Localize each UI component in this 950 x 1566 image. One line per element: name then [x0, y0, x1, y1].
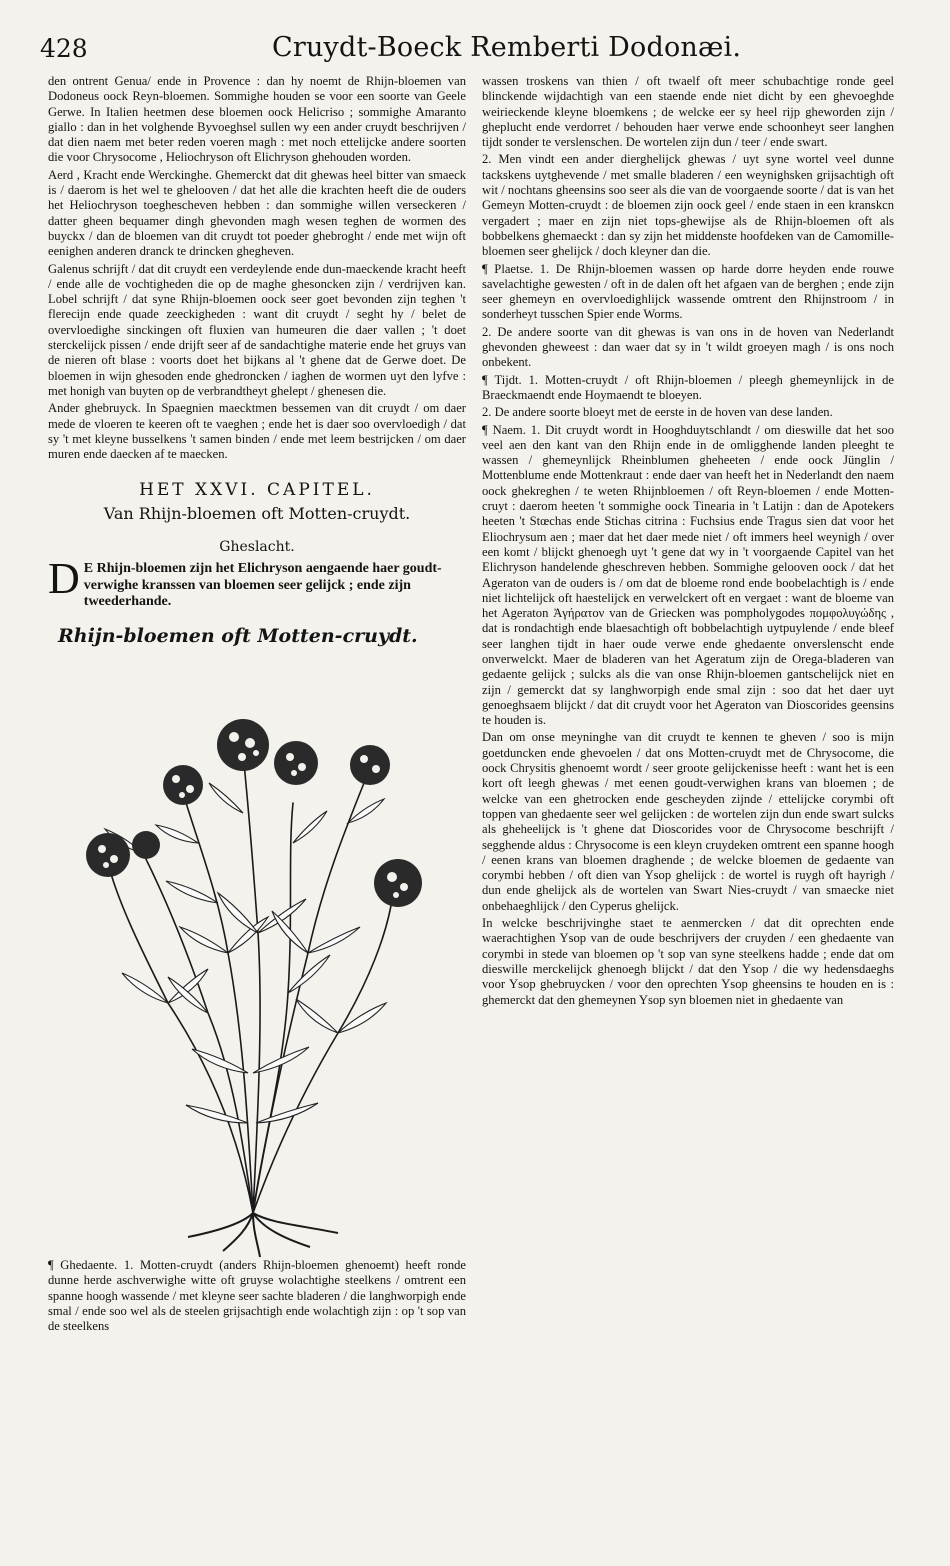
paragraph-meyninghe: Dan om onse meyninghe van dit cruydt te kennen te gheven / soo is mijn goetduncken ende ghevoelen / dat ons Motten-cruydt met de Chrysocome, die oock Chrysitis ghenoemt wordt / seer groote gelijckenisse heeft : want het is een kort oft leegh ghewas / met eenen goudt-verwighen krans van bloemen ; de welcke van een ghetrocken ende gescheyden zijnde / ettelijcke corymbi oft toppen van ghedaente seer wel gelijcken : de wortelen zijn dun ende swart sulcks als gheheelijck is 't ghene dat Dioscorides voor de Chrysocome beschrijft / segghende aldus : Chrysocome is een kleyn cruydeken omtrent een spanne hoogh / eenen krans van bloemen draghende ; de welcke bloemen de gedaente van corymbi hebben / oft dien van Ysop ghelijck : de wortel is ruygh oft hayrigh / dun ende ghelijck als de wortelen van Swart Nies-cruydt / van smaecke niet onbehaeghlijck / den Cyperus ghelijck.: [482, 730, 894, 913]
paragraph-beschrijvinghe: In welcke beschrijvinghe staet te aenmercken / dat dit oprechten ende waerachtighen Ysop van de oude beschrijvers der cruyden / een ghedaente van corymbi in stede van bloemen op 't sop van syne steelkens hadde ; ende dat om dieswille merckelijck ghenoegh blijckt / dat den Ysop / die wy hedensdaeghs voor Ysop ghebruycken / voor den oprechten Ysop gheensins te houden en is : ghemerckt dat den ghemeynen Ysop syn bloemen niet in ghedaente van: [482, 916, 894, 1007]
paragraph-ander-ghebruyck: Ander ghebruyck. In Spaegnien maecktmen bessemen van dit cruydt / om daer mede de vloeren te keeren oft te vaeghen ; ende het is daer soo overvloedigh / dat sy 't met kleyne busselkens 't samen binden / ende met leem bestrijcken / om daer muren ende daecken af te maecken.: [48, 401, 466, 462]
running-title: Cruydt-Boeck Remberti Dodonæi.: [272, 32, 742, 63]
paragraph-naem: ¶ Naem. 1. Dit cruydt wordt in Hooghduytschlandt / om dieswille dat het soo veel aen den kant van den Rhijn ende in de omligghende landen pleeght te wassen / ghemeynlijck Rheinblumen gheheeten / ende oock Jünglin / Mottenblume ende Mottenkraut : ende daer van heeft het in Nederlandt den naem oock ghekreghen / te weten Rhijnbloemen / oft Reyn-bloemen / ende Motten-cruyt : daerom heeten 't sommighe oock Tinearia in 't Latijn : dan de Apotekers heeten 't Stœchas ende Stichas citrina : Fuchsius ende Tragus sien dat voor het Eliochrysum aen ; maer dat het daer mede niet / oft immers heel weynigh / over een komt / blijckt ghenoegh uyt 't gene dat wy in 't voorgaende Capitel van het Elichryson handelende gheschreven hebben. Sommighe gelooven oock / dat het Ageraton van de ouders is / om dat de bloeme rond ende boobelachtigh is / ende niet lichtelijck oft haestelijck en verwelckert oft en vergaet : want de bloeme van het Ageraton Ἀγήρατον van de Griecken was pompholygodes πομφολυγώδης , dat is rondachtigh ende blaesachtigh oft bobbelachtigh uytpuylende / ende bleef seer langhen tijdt in haer oude verwe ende ghedaente onverslenscht ende onverwelckt. Maer de bladeren van het Ageratum zijn de Orega-bladeren van gedaente gelijck ; sulcks als die van onse Rhijn-bloemen gantschelijck niet en zijn / gemerckt dat sy langhworpigh ende smal zijn : soo dat het daer uyt genoeghsaem blijckt / dat dit cruydt voor het Ageraton van Dioscorides geensins te houden is.: [482, 422, 894, 728]
section-label: Gheslacht.: [219, 539, 295, 556]
paragraph-genua: den ontrent Genua/ ende in Provence : dan hy noemt de Rhijn-bloemen van Dodoneus oock Reyn-bloemen. Sommighe houden se voor een soorte van Geele Gerwe. In Italien heetmen dese bloemen oock Helicriso ; sommighe Amaranto giallo : dan in het volghende Byvoeghsel sullen wy een ander cruydt beschrijven / dat dien naem met beter reden voeren magh : met noch ettelijcke andere soorten die voor Chrysocome , Heliochryson oft Elichryson ghehouden worden.: [48, 74, 466, 165]
paragraph-tijdt-2: 2. De andere soorte bloeyt met de eerste in de hoven van dese landen.: [482, 405, 833, 420]
paragraph-plaetse-1: ¶ Plaetse. 1. De Rhijn-bloemen wassen op harde dorre heyden ende rouwe savelachtighe gewesten / oft in de dalen oft het afgaen van de berghen ; ende zijn seer ghemeyn en overvloedighlijck wassende omtrent den Rhijnstroom / in sonderheyt tusschen Spier ende Worms.: [482, 261, 894, 322]
intro-paragraph: [48, 554, 466, 611]
paragraph-aerd-kracht: Aerd , Kracht ende Werckinghe. Ghemerckt dat dit ghewas heel bitter van smaeck is / daerom is het wel te ghelooven / dat het alle die krachten heeft die de ouders het Heliochryson toeghescheven hebben : dan sommighe willen verseckeren / datter gheen bequamer dingh ghevonden magh wesen teghen de wormen des buyckx / dan de bloemen van dit cruydt tot poeder ghebroght / ende met wijn oft eenighen anderen dranck te drincken ghegheven.: [48, 167, 466, 259]
intro-text: E Rhijn-bloemen zijn het Elichryson aengaende haer goudt-verwighe kranssen van bloemen seer gelijck ; ende zijn tweederhande.: [83, 561, 442, 610]
drop-cap: D: [48, 554, 80, 604]
paragraph-tijdt-1: ¶ Tijdt. 1. Motten-cruydt / oft Rhijn-bloemen / pleegh ghemeynlijck in de Braeckmaendt ende Hoymaendt te bloeyen.: [482, 372, 894, 402]
paragraph-galenus: Galenus schrijft / dat dit cruydt een verdeylende ende dun-maeckende kracht heeft / ende alle de vochtigheden die op de maghe ghesoncken zijn / verdrijven kan. Lobel schrijft / dat syne Rhijn-bloemen oock seer goet bevonden zijn teghen 't flerecijn ende quade zeeckigheden : want dit cruydt / seght hy / belet de overvloedighe sinckingen oft fluxien van humeuren die daer vallen ; 't doet sterckelijck pissen / ende drijft seer af de sandachtighe materie ende het gruys van de nieren oft blase : voorts doet het bijkans al 't ghene dat de Gerwe doet. De bloemen in wijn ghesoden ende ghedroncken / iaghen de wormen uyt den lyfve : met honigh van buyten op de verbrandtheyt ghelept / ghenesen die.: [48, 261, 466, 398]
plant-woodcut: [48, 653, 466, 1258]
plant-illustration-icon: [48, 653, 466, 1258]
chapter-subtitle: Van Rhijn-bloemen oft Motten-cruydt.: [103, 504, 411, 524]
paragraph-plaetse-2: 2. De andere soorte van dit ghewas is van ons in de hoven van Nederlandt ghevonden gheweest : dan waer dat sy in 't wildt groeyen magh / is ons noch onbekent.: [482, 324, 894, 370]
paragraph-troskens: wassen troskens van thien / oft twaelf oft meer schubachtige ronde geel blinckende wijdachtigh van een staende ende niet dicht by een ghevoeghde weirieckende kleyne bloemkens ; de welcke eer sy heel rijp gheworden zijn / gheplucht ende verdorret / behouden haer verwe ende schoonheyt seer langhen tijdt sonder te verslenschen. De wortelen zijn dun / teer / ende swart.: [482, 74, 894, 150]
paragraph-ander-ghewas: 2. Men vindt een ander dierghelijck ghewas / uyt syne wortel veel dunne tackskens uytghevende / met smalle bladeren / een weynighsken grijsachtigh oft wit / nochtans gheensins soo seer als die van de voorgaende soorte / dat is van het Gemeyn Motten-cruydt : de bloemen zijn oock geel / ende staen in een kranskcn vergadert ; maer en zijn niet tops-ghewijse als de Rhijn-bloemen oft als bobbelkens ghemaeckt : dan sy zijn het middenste hoofdeken van de Camomille-bloemen seer ghelijck / doch kleyner dan die.: [482, 152, 894, 259]
left-column: [48, 74, 466, 1554]
chapter-heading: HET XXVI. CAPITEL.: [139, 480, 375, 501]
page-number: 428: [40, 34, 88, 63]
page-header: [40, 30, 920, 74]
figure-title: Rhijn-bloemen oft Motten-cruydt.: [58, 624, 418, 647]
paragraph-ghedaente: ¶ Ghedaente. 1. Motten-cruydt (anders Rhijn-bloemen ghenoemt) heeft ronde dunne herde aschverwighe witte oft gruyse wolachtighe steelkens / omtrent een spanne hoogh wassende / met kleyne seer sachte bladeren / die langhworpigh ende smal / ende soo wel als de steelen grijsachtigh ende wolachtigh zijn : op 't sop van de steelkens: [48, 1257, 466, 1334]
right-column: [482, 74, 894, 1554]
